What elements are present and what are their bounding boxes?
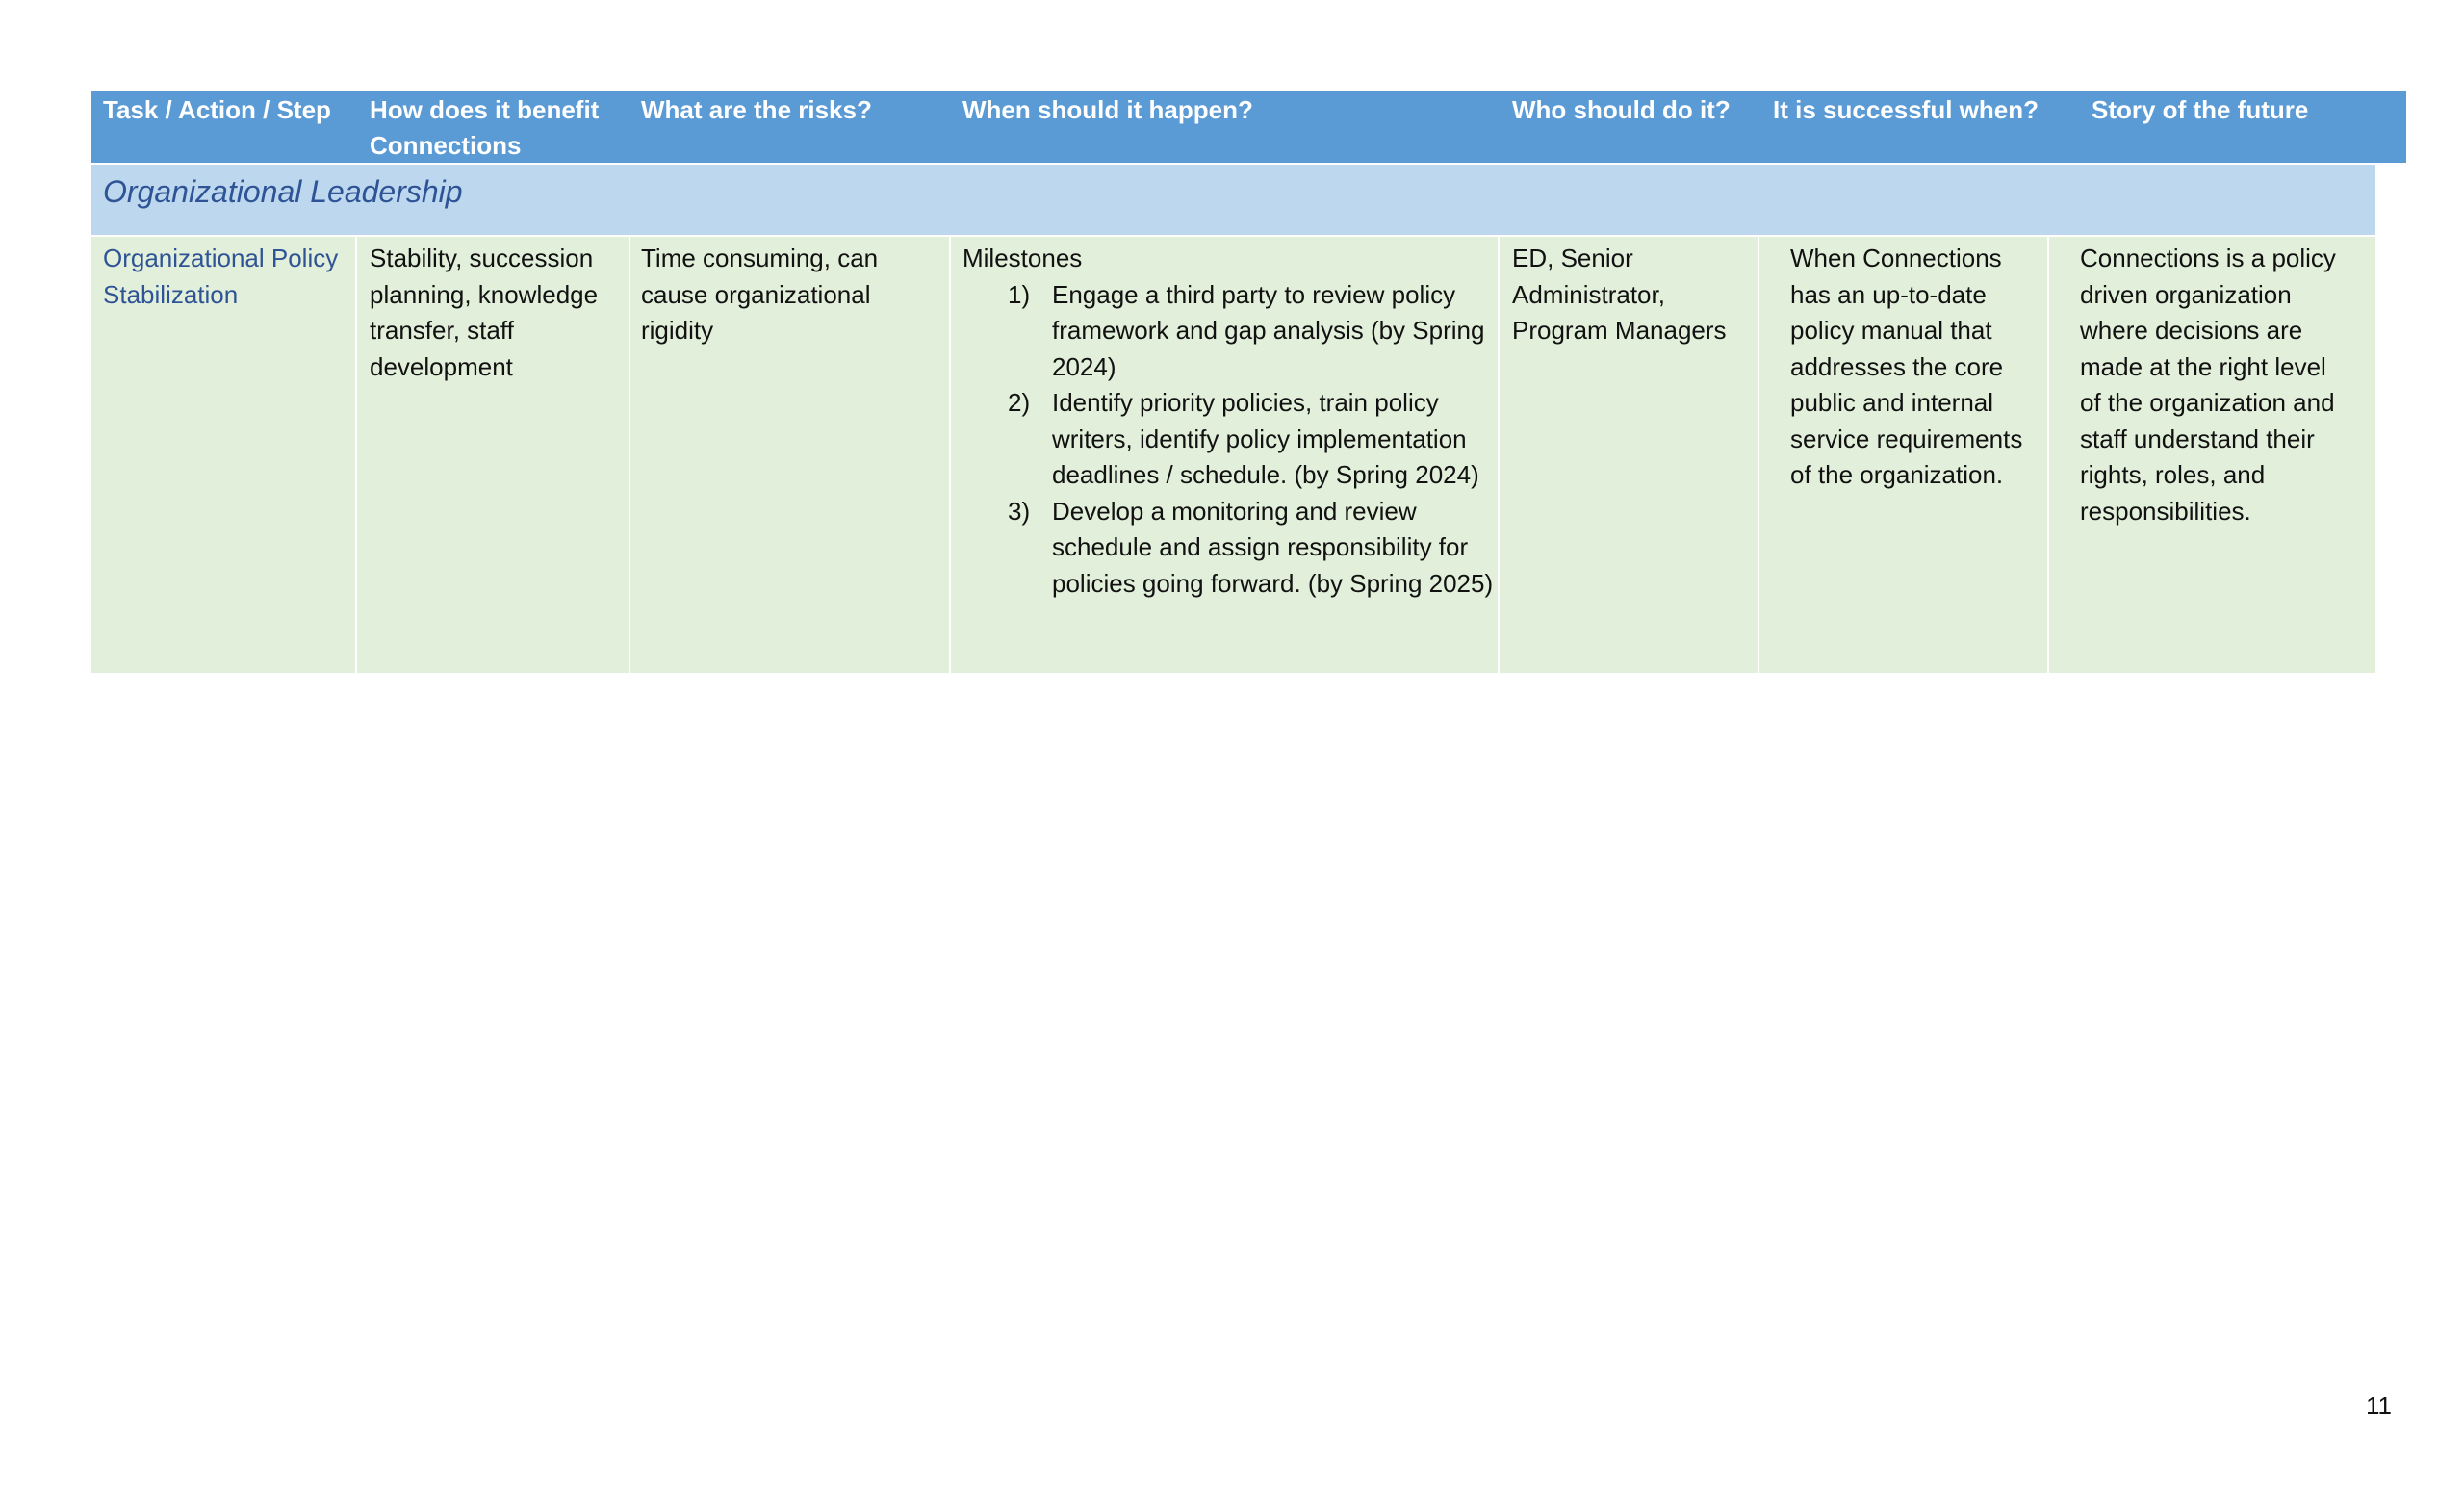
header-risks: What are the risks?	[641, 95, 872, 124]
cell-risks	[630, 237, 949, 673]
milestone-item	[962, 277, 1496, 386]
when-content	[962, 241, 1496, 602]
milestone-number: 3)	[1008, 496, 1031, 526]
milestone-item	[962, 385, 1496, 494]
cell-benefit	[357, 237, 629, 673]
cell-when	[951, 237, 1498, 673]
cell-who	[1500, 237, 1758, 673]
milestone-number: 2)	[1008, 388, 1031, 417]
milestone-list	[962, 277, 1496, 603]
cell-task	[91, 237, 355, 673]
milestone-text: Identify priority policies, train policy writers, identify policy implementation deadlines / schedule. (by Spring 2024)	[1052, 388, 1479, 489]
header-benefit: How does it benefit Connections	[370, 95, 600, 160]
risks-text: Time consuming, can cause organizational rigidity	[641, 244, 879, 345]
table-row	[91, 237, 2375, 673]
cell-story	[2049, 237, 2375, 673]
header-who: Who should do it?	[1512, 95, 1731, 124]
milestone-number: 1)	[1008, 279, 1031, 309]
task-text: Organizational Policy Stabilization	[103, 244, 339, 309]
success-text: When Connections has an up-to-date policy manual that addresses the core public and internal service requirements of the organization.	[1790, 244, 2023, 489]
cell-success	[1759, 237, 2047, 673]
header-task: Task / Action / Step	[103, 95, 331, 124]
header-when: When should it happen?	[962, 95, 1253, 124]
section-title: Organizational Leadership	[103, 174, 463, 209]
milestone-item	[962, 494, 1496, 603]
milestone-text: Develop a monitoring and review schedule and assign responsibility for policies going forward. (by Spring 2025)	[1052, 496, 1494, 598]
header-story: Story of the future	[2092, 95, 2309, 124]
page-number: 11	[2366, 1391, 2392, 1420]
table-header-row	[91, 91, 2406, 163]
milestone-text: Engage a third party to review policy framework and gap analysis (by Spring 2024)	[1052, 279, 1485, 381]
who-text: ED, Senior Administrator, Program Managers	[1512, 244, 1727, 345]
benefit-text: Stability, succession planning, knowledge transfer, staff development	[370, 244, 599, 381]
milestones-heading: Milestones	[962, 244, 1083, 272]
section-row	[91, 165, 2375, 235]
story-text: Connections is a policy driven organization where decisions are made at the right level of the organization and staff understand their rights, roles, and responsibilities.	[2080, 244, 2336, 526]
header-success: It is successful when?	[1773, 95, 2039, 124]
